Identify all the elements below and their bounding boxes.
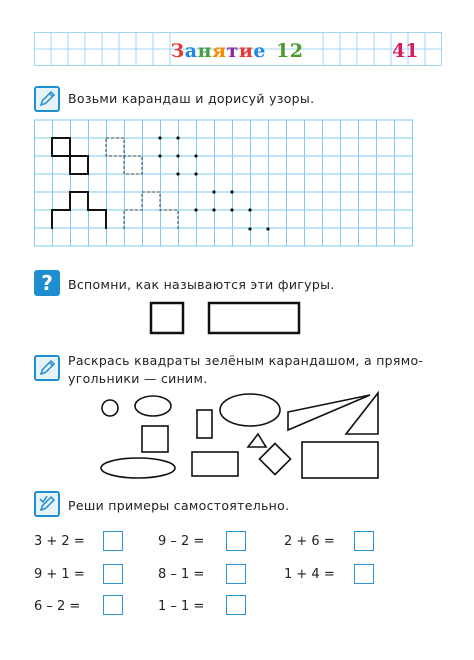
rectangle-figure <box>209 303 299 333</box>
lesson-number: 12 <box>276 40 304 62</box>
page-number: 41 <box>392 40 419 62</box>
large-ellipse <box>220 394 280 426</box>
answer-box[interactable] <box>103 531 123 551</box>
square-figure <box>151 303 183 333</box>
long-triangle <box>288 395 370 430</box>
medium-rectangle <box>192 452 238 476</box>
task2-instruction: Вспомни, как называются эти фигуры. <box>68 277 335 292</box>
title-letter: и <box>238 40 254 62</box>
right-triangle <box>346 393 378 434</box>
question-icon: ? <box>34 270 60 296</box>
pencil-icon <box>34 86 60 112</box>
example: 3 + 2 = <box>34 534 85 549</box>
title-letter: З <box>170 40 185 62</box>
large-rectangle <box>302 442 378 478</box>
title-letter: е <box>253 40 266 62</box>
wide-ellipse <box>101 458 175 478</box>
pencil-check-icon <box>34 491 60 517</box>
small-ellipse <box>135 396 171 416</box>
answer-box[interactable] <box>226 564 246 584</box>
narrow-rectangle <box>197 410 212 438</box>
square-shape <box>142 426 168 452</box>
answer-box[interactable] <box>103 595 123 615</box>
answer-box[interactable] <box>226 595 246 615</box>
example: 6 – 2 = <box>34 599 81 614</box>
title-letter: т <box>226 40 239 62</box>
answer-box[interactable] <box>354 531 374 551</box>
title-letter: н <box>197 40 212 62</box>
answer-box[interactable] <box>226 531 246 551</box>
example: 9 – 2 = <box>158 534 205 549</box>
example: 9 + 1 = <box>34 567 85 582</box>
task3-instruction-line2: угольники — синим. <box>68 371 208 386</box>
pattern-grid <box>34 119 420 247</box>
answer-box[interactable] <box>354 564 374 584</box>
small-triangle <box>248 434 266 447</box>
example: 8 – 1 = <box>158 567 205 582</box>
answer-box[interactable] <box>103 564 123 584</box>
title-letter: а <box>184 40 198 62</box>
diamond-square <box>259 443 290 474</box>
example: 2 + 6 = <box>284 534 335 549</box>
small-circle <box>102 400 118 416</box>
pencil-icon <box>34 355 60 381</box>
example: 1 – 1 = <box>158 599 205 614</box>
task3-instruction-line1: Раскрась квадраты зелёным карандашом, а прямо- <box>68 353 424 368</box>
example: 1 + 4 = <box>284 567 335 582</box>
title-word <box>171 40 266 62</box>
task1-instruction: Возьми карандаш и дорисуй узоры. <box>68 91 315 106</box>
task4-instruction: Реши примеры самостоятельно. <box>68 498 290 513</box>
title-letter: я <box>211 40 227 62</box>
